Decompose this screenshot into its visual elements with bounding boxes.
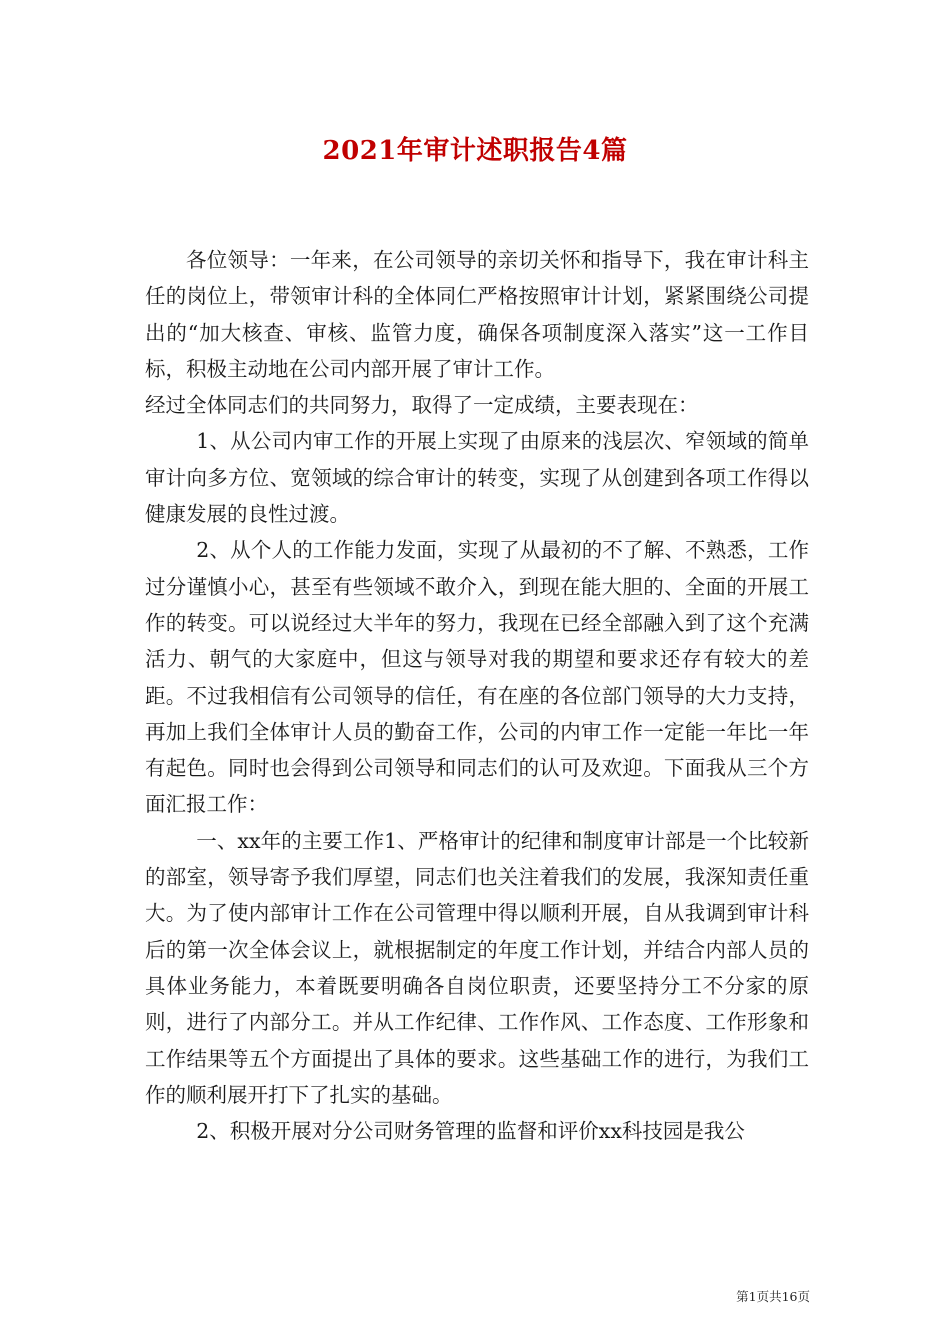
paragraph-intro: 各位领导：一年来，在公司领导的亲切关怀和指导下，我在审计科主任的岗位上，带领审计科的全体同仁严格按照审计计划，紧紧围绕公司提出的“加大核查、审核、监管力度，确保各项制度深入落实”这一工作目标，积极主动地在公司内部开展了审计工作。 — [145, 248, 809, 381]
document-body — [145, 242, 809, 1149]
paragraph-section-1-item-2: 2、积极开展对分公司财务管理的监督和评价xx科技园是我公 — [196, 1119, 745, 1144]
paragraph-item-1: 1、从公司内审工作的开展上实现了由原来的浅层次、窄领域的简单审计向多方位、宽领域的综合审计的转变，实现了从创建到各项工作得以健康发展的良性过渡。 — [145, 429, 809, 527]
paragraph-section-1: 一、xx年的主要工作1、严格审计的纪律和制度审计部是一个比较新的部室，领导寄予我们厚望，同志们也关注着我们的发展，我深知责任重大。为了使内部审计工作在公司管理中得以顺利开展，自从我调到审计科后的第一次全体会议上，就根据制定的年度工作计划，并结合内部人员的具体业务能力，本着既要明确各自岗位职责，还要坚持分工不分家的原则，进行了内部分工。并从工作纪律、工作作风、工作态度、工作形象和工作结果等五个方面提出了具体的要求。这些基础工作的进行，为我们工作的顺利展开打下了扎实的基础。 — [145, 828, 809, 1107]
paragraph-item-2: 2、从个人的工作能力发面，实现了从最初的不了解、不熟悉，工作过分谨慎小心，甚至有些领域不敢介入，到现在能大胆的、全面的开展工作的转变。可以说经过大半年的努力，我现在已经全部融入到了这个充满活力、朝气的大家庭中，但这与领导对我的期望和要求还存有较大的差距。不过我相信有公司领导的信任，有在座的各位部门领导的大力支持，再加上我们全体审计人员的勤奋工作，公司的内审工作一定能一年比一年有起色。同时也会得到公司领导和同志们的认可及欢迎。下面我从三个方面汇报工作： — [145, 538, 809, 817]
document-title: 2021年审计述职报告4篇 — [322, 136, 628, 166]
paragraph-summary: 经过全体同志们的共同努力，取得了一定成绩，主要表现在： — [145, 393, 699, 418]
page-number-footer: 第1页共16页 — [736, 1289, 810, 1304]
